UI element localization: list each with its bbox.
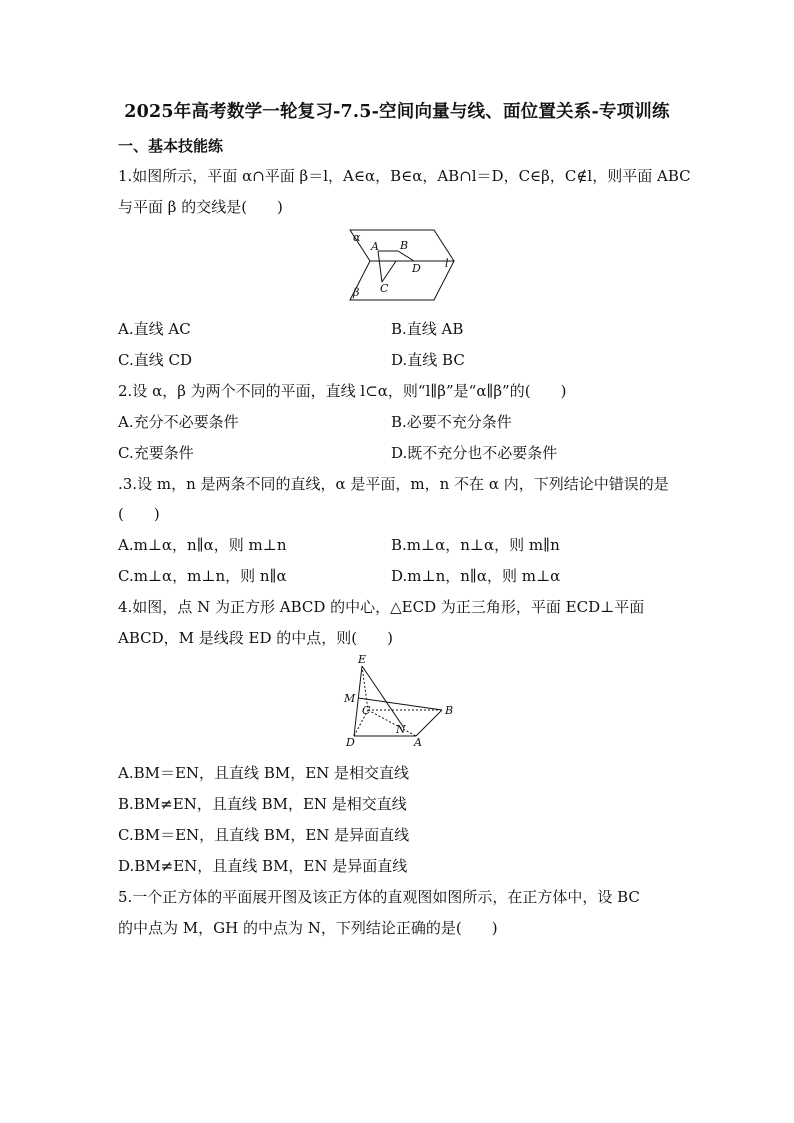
q2-option-a: A.充分不必要条件 xyxy=(118,413,239,431)
q3-option-b: B.m⊥α，n⊥α，则 m∥n xyxy=(391,536,560,554)
q3-option-d: D.m⊥n，n∥α，则 m⊥α xyxy=(391,567,561,585)
q2-option-b: B.必要不充分条件 xyxy=(391,413,512,431)
q1-label-A: A xyxy=(371,240,379,253)
q4-label-C: C xyxy=(362,704,371,717)
q4-label-E: E xyxy=(358,653,367,666)
q1-stem-line2: 与平面 β 的交线是( ) xyxy=(118,198,283,216)
q4-option-b: B.BM≠EN，且直线 BM，EN 是相交直线 xyxy=(118,795,407,813)
q4-label-M: M xyxy=(344,692,356,705)
page-title: 2025年高考数学一轮复习-7.5-空间向量与线、面位置关系-专项训练 xyxy=(124,102,670,122)
q4-label-B: B xyxy=(445,704,454,717)
q3-option-c: C.m⊥α，m⊥n，则 n∥α xyxy=(118,567,287,585)
q1-label-D: D xyxy=(412,262,421,275)
q2-option-c: C.充要条件 xyxy=(118,444,194,462)
q1-option-d: D.直线 BC xyxy=(391,351,465,369)
q4-label-N: N xyxy=(396,723,406,736)
q5-stem-line2: 的中点为 M，GH 的中点为 N，下列结论正确的是( ) xyxy=(118,919,498,937)
q1-figure xyxy=(330,222,470,304)
q4-label-D: D xyxy=(346,736,355,749)
q4-stem-line1: 4.如图，点 N 为正方形 ABCD 的中心，△ECD 为正三角形，平面 ECD⊥平面 xyxy=(118,598,645,616)
q4-stem-line2: ABCD，M 是线段 ED 的中点，则( ) xyxy=(118,629,393,647)
q5-stem-line1: 5.一个正方体的平面展开图及该正方体的直观图如图所示，在正方体中，设 BC xyxy=(118,888,640,906)
q1-label-alpha: α xyxy=(353,231,361,244)
q4-option-a: A.BM＝EN，且直线 BM，EN 是相交直线 xyxy=(118,764,410,782)
q4-figure xyxy=(340,652,460,752)
q1-label-B: B xyxy=(400,239,409,252)
q4-label-A: A xyxy=(414,736,422,749)
q4-option-d: D.BM≠EN，且直线 BM，EN 是异面直线 xyxy=(118,857,408,875)
q2-stem: 2.设 α，β 为两个不同的平面，直线 l⊂α，则“l∥β”是“α∥β”的( ) xyxy=(118,382,567,400)
q3-option-a: A.m⊥α，n∥α，则 m⊥n xyxy=(118,536,287,554)
q1-option-b: B.直线 AB xyxy=(391,320,464,338)
q1-option-a: A.直线 AC xyxy=(118,320,191,338)
q1-label-l: l xyxy=(445,257,449,270)
q2-option-d: D.既不充分也不必要条件 xyxy=(391,444,558,462)
q1-option-c: C.直线 CD xyxy=(118,351,192,369)
q3-stem-line2: ( ) xyxy=(118,505,160,523)
section-heading: 一、基本技能练 xyxy=(118,137,224,155)
q1-label-beta: β xyxy=(353,286,360,299)
q1-stem-line1: 1.如图所示，平面 α∩平面 β＝l，A∈α，B∈α，AB∩l＝D，C∈β，C∉l，则平面 ABC xyxy=(118,167,691,185)
q4-option-c: C.BM＝EN，且直线 BM，EN 是异面直线 xyxy=(118,826,410,844)
q1-label-C: C xyxy=(380,282,389,295)
q3-stem-line1: .3.设 m，n 是两条不同的直线，α 是平面，m，n 不在 α 内，下列结论中错误的是 xyxy=(118,475,669,493)
